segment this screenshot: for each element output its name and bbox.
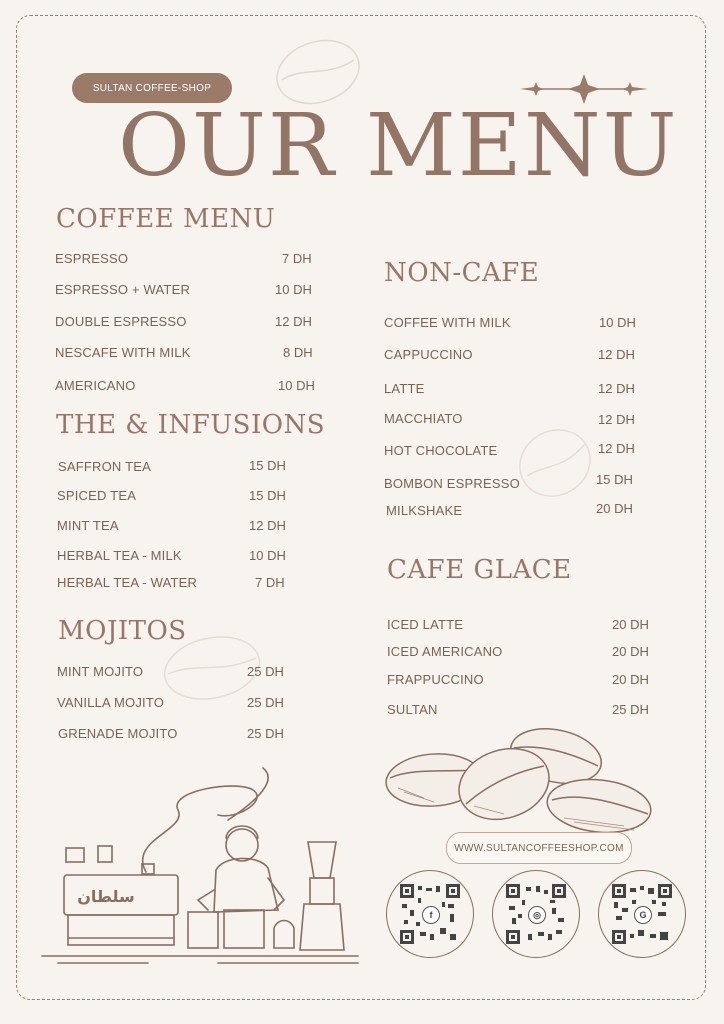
- menu-item-price: 12 DH: [275, 314, 312, 329]
- menu-item-price: 10 DH: [278, 378, 315, 393]
- menu-item-price: 7 DH: [282, 251, 312, 266]
- facebook-icon: f: [422, 906, 440, 924]
- shop-name-badge: SULTAN COFFEE-SHOP: [72, 73, 232, 103]
- menu-item-name: AMERICANO: [55, 378, 136, 393]
- menu-item-name: MACCHIATO: [384, 411, 463, 426]
- section-title-glace: CAFE GLACE: [387, 555, 572, 585]
- menu-item-name: MINT MOJITO: [57, 664, 144, 679]
- section-title-noncafe: NON-CAFE: [384, 258, 540, 288]
- menu-item-price: 25 DH: [247, 695, 284, 710]
- google-qr-code[interactable]: [598, 870, 686, 958]
- menu-item-name: SULTAN: [387, 702, 438, 717]
- menu-item-price: 12 DH: [249, 518, 286, 533]
- menu-item-name: ESPRESSO: [55, 251, 129, 266]
- section-title-mojitos: MOJITOS: [58, 616, 187, 646]
- menu-item-name: ICED LATTE: [387, 617, 464, 632]
- menu-item-name: COFFEE WITH MILK: [384, 315, 511, 330]
- menu-item-name: BOMBON ESPRESSO: [384, 476, 520, 491]
- menu-item-price: 20 DH: [612, 617, 649, 632]
- menu-item-price: 10 DH: [249, 548, 286, 563]
- menu-item-price: 15 DH: [249, 458, 286, 473]
- coffee-beans-illustration: [384, 722, 656, 838]
- facebook-qr-code[interactable]: [386, 870, 474, 958]
- menu-item-name: CAPPUCCINO: [384, 347, 473, 362]
- menu-item-price: 12 DH: [598, 347, 635, 362]
- menu-item-price: 12 DH: [598, 381, 635, 396]
- menu-item-price: 25 DH: [247, 664, 284, 679]
- menu-item-price: 15 DH: [249, 488, 286, 503]
- menu-item-name: FRAPPUCCINO: [387, 672, 484, 687]
- menu-item-name: HERBAL TEA - MILK: [57, 548, 182, 563]
- menu-item-name: ICED AMERICANO: [387, 644, 503, 659]
- google-icon: G: [634, 906, 652, 924]
- menu-title: OUR MENU: [118, 96, 679, 196]
- instagram-qr-code[interactable]: [492, 870, 580, 958]
- menu-item-price: 15 DH: [596, 472, 633, 487]
- menu-item-name: SPICED TEA: [57, 488, 137, 503]
- menu-item-name: HOT CHOCOLATE: [384, 443, 498, 458]
- barista-illustration: [38, 760, 368, 972]
- menu-item-price: 25 DH: [612, 702, 649, 717]
- menu-item-price: 20 DH: [596, 501, 633, 516]
- menu-item-price: 20 DH: [612, 644, 649, 659]
- menu-item-price: 8 DH: [283, 345, 313, 360]
- menu-item-name: SAFFRON TEA: [58, 459, 151, 474]
- menu-item-price: 12 DH: [598, 412, 635, 427]
- menu-item-name: GRENADE MOJITO: [58, 726, 178, 741]
- menu-item-price: 7 DH: [255, 575, 285, 590]
- menu-item-name: MINT TEA: [57, 518, 119, 533]
- section-title-coffee: COFFEE MENU: [56, 204, 276, 234]
- menu-item-price: 10 DH: [599, 315, 636, 330]
- section-title-tea: THE & INFUSIONS: [56, 410, 326, 440]
- menu-item-name: MILKSHAKE: [386, 503, 463, 518]
- menu-item-name: NESCAFE WITH MILK: [55, 345, 191, 360]
- coffee-bean-watermark-icon: [515, 424, 595, 502]
- menu-item-name: VANILLA MOJITO: [57, 695, 165, 710]
- menu-item-name: ESPRESSO + WATER: [55, 282, 191, 297]
- menu-item-price: 25 DH: [247, 726, 284, 741]
- menu-item-price: 12 DH: [598, 441, 635, 456]
- instagram-icon: ◎: [528, 906, 546, 924]
- arabic-shop-sign: سلطان: [77, 887, 135, 906]
- website-link[interactable]: WWW.SULTANCOFFEESHOP.COM: [446, 832, 632, 864]
- menu-item-name: HERBAL TEA - WATER: [57, 575, 198, 590]
- menu-item-name: DOUBLE ESPRESSO: [55, 314, 187, 329]
- menu-item-price: 20 DH: [612, 672, 649, 687]
- menu-item-price: 10 DH: [275, 282, 312, 297]
- menu-item-name: LATTE: [384, 381, 425, 396]
